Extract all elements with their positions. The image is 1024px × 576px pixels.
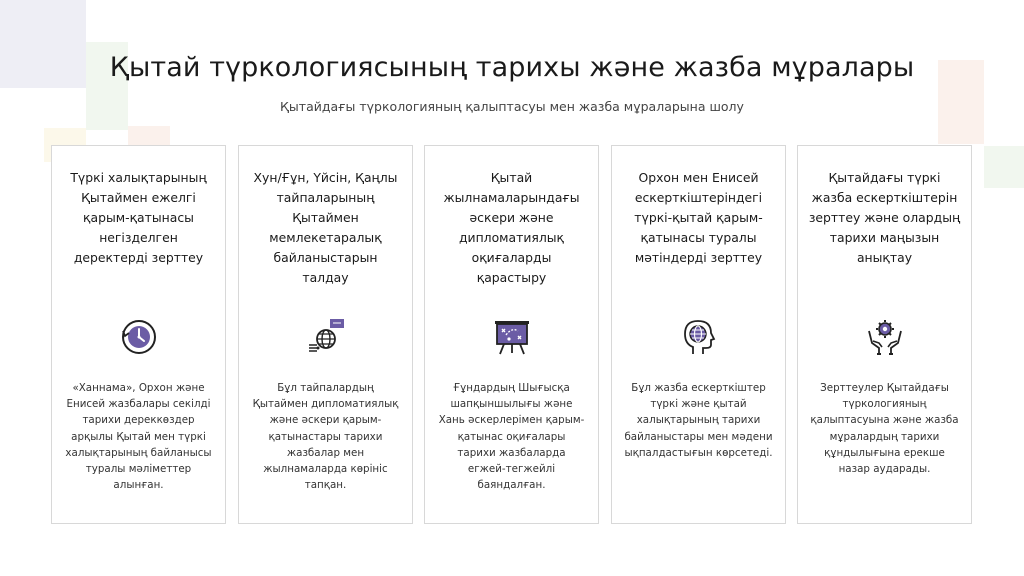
card-description: Бұл жазба ескерткіштер түркі және қытай халықтарының тарихи байланыстары мен мәдени ықпалдастығын көрсетеді. (624, 382, 773, 459)
clock-icon (119, 317, 159, 357)
head-globe-icon (679, 317, 719, 357)
card-description: «Ханнама», Орхон және Енисей жазбалары секілді тарихи дереккөздер арқылы Қытай мен түркі халықтарының байланысы туралы мәліметтер алынған. (65, 382, 212, 492)
card-title: Хун/Ғұн, Үйсін, Қаңлы тайпаларының Қытаймен мемлекетаралық байланыстарын талдау (253, 170, 398, 285)
card-title: Қытай жылнамаларындағы әскери және дипломатиялық оқиғаларды қарастыру (443, 170, 580, 285)
card-description: Бұл тайпалардың Қытаймен дипломатиялық және әскери қарым-қатынастары тарихи жазбалар мен жылнамаларда көрініс тапқан. (252, 382, 399, 492)
page-subtitle: Қытайдағы түркологияның қалыптасуы мен жазба мұраларына шолу (280, 99, 744, 114)
card-description: Зерттеулер Қытайдағы түркологияның қалыптасуына және жазба мұралардың тарихи құндылығына ерекше назар аударады. (810, 382, 959, 476)
info-card (797, 145, 972, 524)
card-title: Қытайдағы түркі жазба ескерткіштерін зерттеу және олардың тарихи маңызын анықтау (808, 170, 961, 265)
hands-gear-icon (865, 317, 905, 357)
card-description: Ғұндардың Шығысқа шапқыншылығы және Хань әскерлерімен қарым-қатынас оқиғалары тарихи жазбаларда егжей-тегжейлі баяндалған. (438, 382, 585, 492)
info-card (51, 145, 226, 524)
globe-network-icon (306, 317, 346, 357)
card-title: Түркі халықтарының Қытаймен ежелгі қарым-қатынасы негізделген деректерді зерттеу (70, 170, 207, 265)
info-card (424, 145, 599, 524)
info-card (238, 145, 413, 524)
decor-square-mint-right (984, 146, 1024, 188)
page-title: Қытай түркологиясының тарихы және жазба мұралары (109, 52, 915, 83)
strategy-board-icon (492, 317, 532, 357)
info-card (611, 145, 786, 524)
card-title: Орхон мен Енисей ескерткіштеріндегі түркі-қытай қарым-қатынасы туралы мәтіндерді зерттеу (634, 170, 763, 265)
